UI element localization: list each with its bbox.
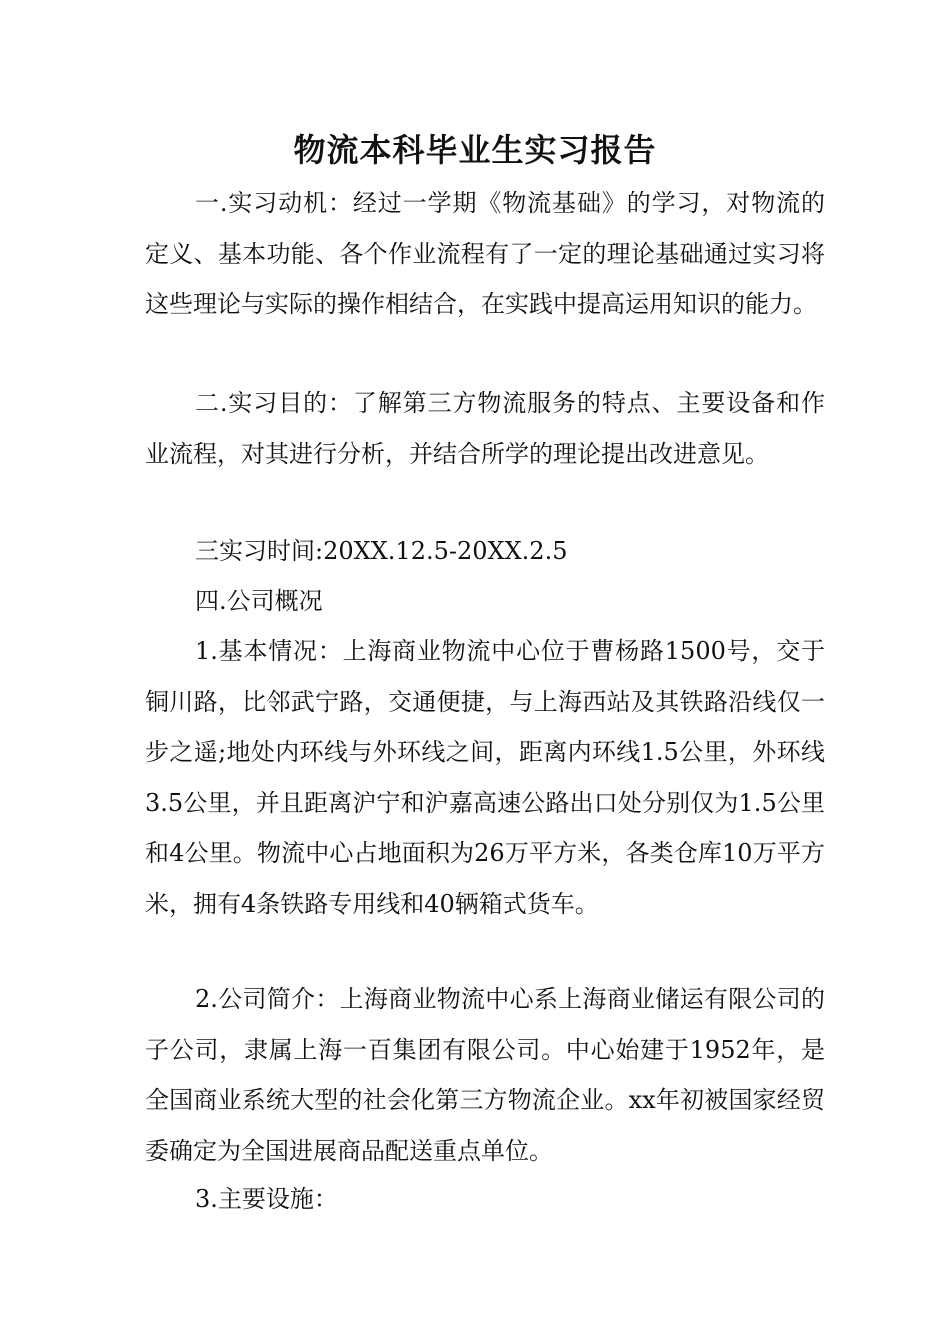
document-title: 物流本科毕业生实习报告 [293, 131, 657, 169]
paragraph-main-facilities: 3.主要设施： [195, 1185, 338, 1213]
paragraph-purpose: 二.实习目的：了解第三方物流服务的特点、主要设备和作业流程，对其进行分析，并结合所学的理论提出改进意见。 [145, 389, 825, 468]
paragraph-motivation: 一.实习动机：经过一学期《物流基础》的学习，对物流的定义、基本功能、各个作业流程有了一定的理论基础通过实习将这些理论与实际的操作相结合，在实践中提高运用知识的能力。 [145, 189, 825, 318]
paragraph-company-overview: 四.公司概况 [195, 587, 323, 615]
paragraph-basic-situation: 1.基本情况：上海商业物流中心位于曹杨路1500号，交于铜川路，比邻武宁路，交通便捷，与上海西站及其铁路沿线仅一步之遥;地处内环线与外环线之间，距离内环线1.5公里，外环线3.5公里，并且距离沪宁和沪嘉高速公路出口处分别仅为1.5公里和4公里。物流中心占地面积为26万平方米，各类仓库10万平方米，拥有4条铁路专用线和40辆箱式货车。 [145, 637, 825, 918]
paragraph-company-intro: 2.公司简介：上海商业物流中心系上海商业储运有限公司的子公司，隶属上海一百集团有限公司。中心始建于1952年，是全国商业系统大型的社会化第三方物流企业。xx年初被国家经贸委确定为全国进展商品配送重点单位。 [145, 985, 825, 1165]
paragraph-period: 三实习时间:20XX.12.5-20XX.2.5 [195, 537, 568, 565]
